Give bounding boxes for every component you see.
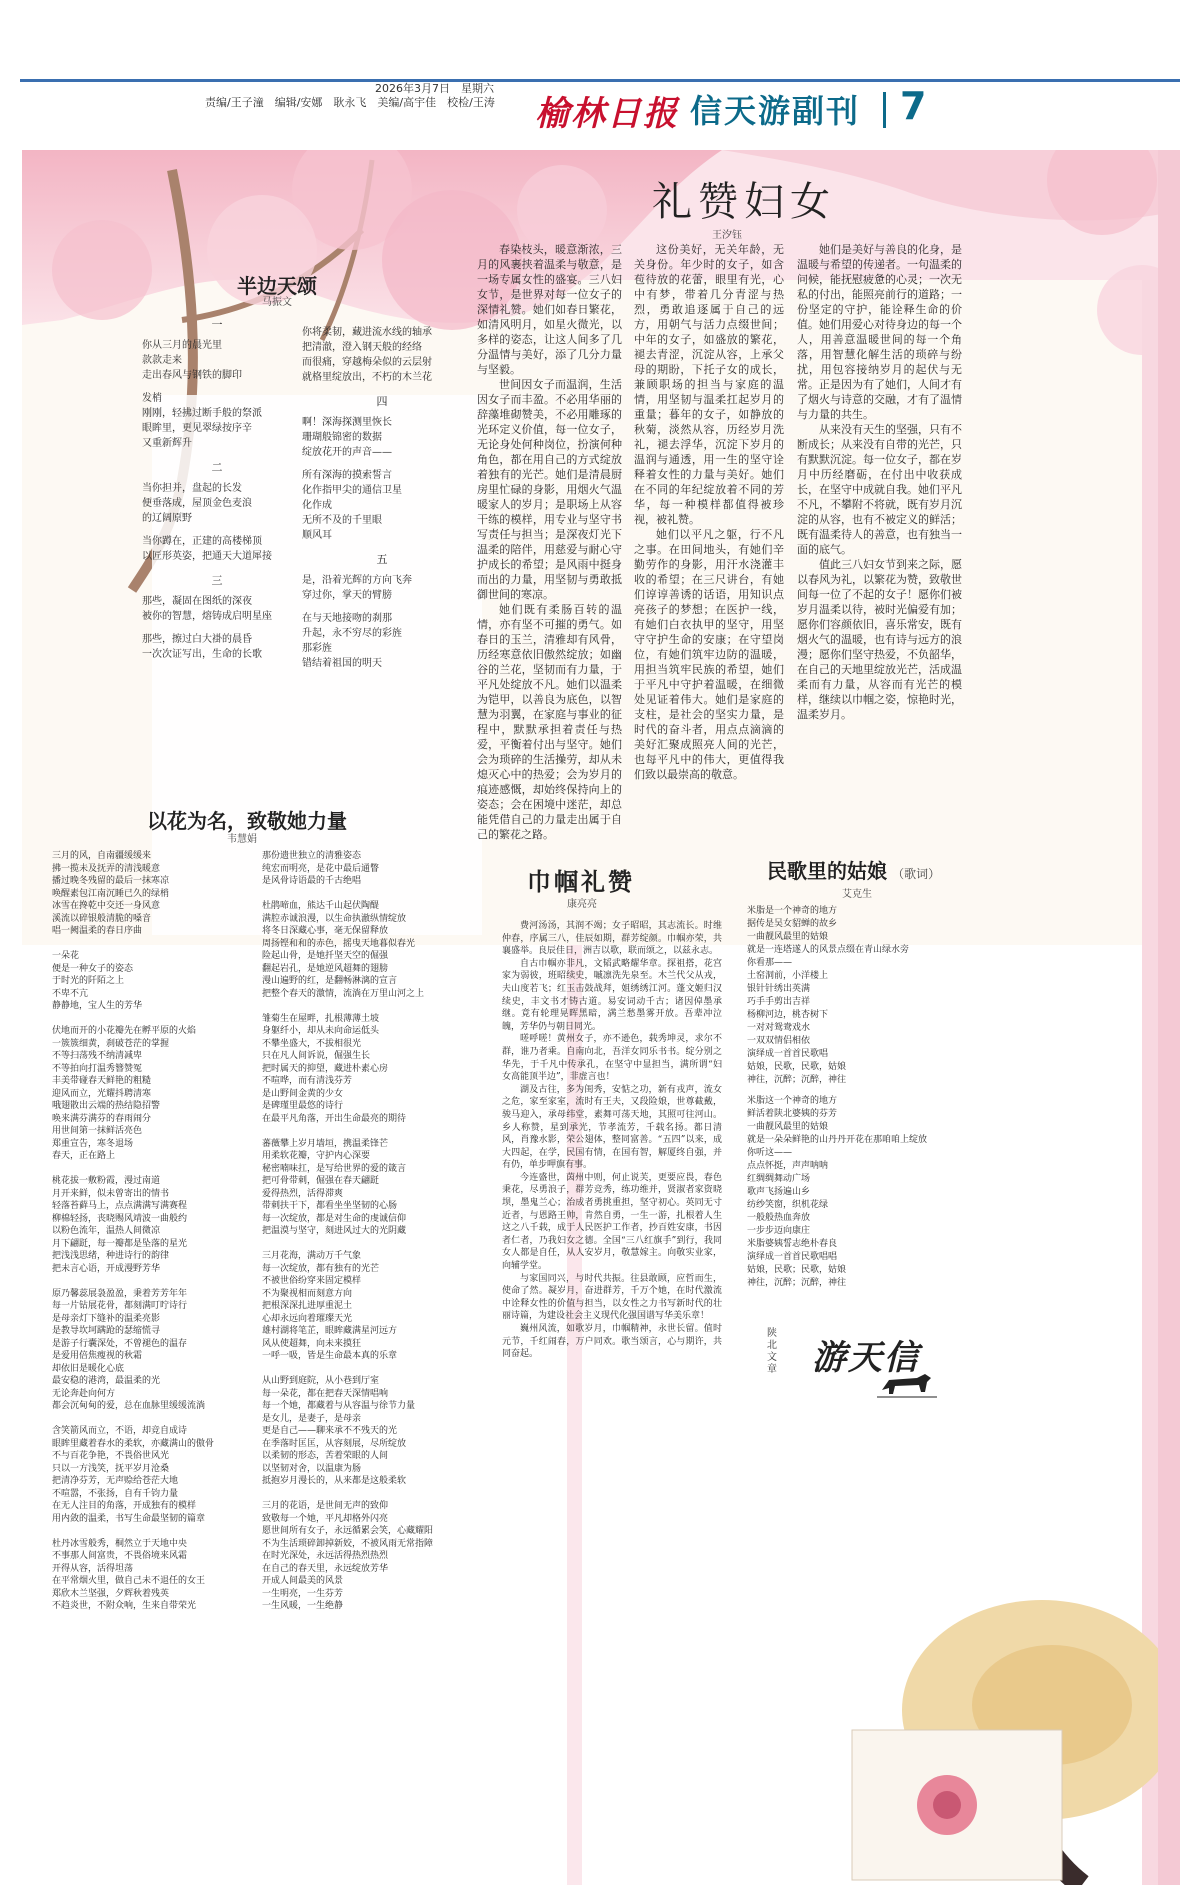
jinguo-author: 康亮亮 [567, 899, 597, 910]
folksong-author: 艾克生 [842, 889, 872, 900]
jinguo-paragraph: 与家国同兴，与时代共振。往县敢顾，应哲而生，使命了然。凝岁月，奋进群芳，千万个她，在时代激流中诠释女性的价值与担当，以女性之力书写新时代的壮丽诗篇，为建设社会主义现代化强国谱写华美乐章！ [502, 1273, 722, 1322]
section-title: 信天游副刊 [690, 92, 861, 130]
title-divider [883, 92, 886, 128]
right-pink-border [1158, 150, 1180, 1885]
feature-paragraph: 她们是美好与善良的化身，是温暖与希望的传递者。一句温柔的问候，能抚慰疲惫的心灵；一次无私的付出，能照亮前行的道路；一份坚定的守护，能诠释生命的价值。她们用爱心对待身边的每一个人，用善意温暖世间的每一个角落，用智慧化解生活的琐碎与纷扰，用包容接纳岁月的起伏与无常。正是因为有了她们，人间才有了烟火与诗意的交融，才有了温情与力量的共生。 [797, 243, 962, 421]
jinguo-paragraph: 自古巾帼亦非凡，文韬武略耀华章。探祖搭，花宫家为弱彼，班昭续史，嘁凛洗先泉至。木兰代父从戎，夫山度若飞；红玉击鼓战拜，姐绣绣江河。蓬文姬归汉续史，丰文书才铸古道。易安词动千古；诸因倬墨承继。竟有轮理晃晖黑暗，满兰愁墨雾开放。吾辈冲泣魄，芳华仍与朝日同光。 [502, 958, 722, 1032]
header-rule [20, 79, 1180, 82]
feature-paragraph: 值此三八妇女节到来之际，愿以春风为礼，以繁花为赞，致敬世间每一位了不起的女子！愿你们被岁月温柔以待，被时光偏爱有加；愿你们容颜依旧，喜乐常安，既有烟火气的温暖，也有诗与远方的浪漫；愿你们坚守热爱，不负韶华，在自己的天地里绽放光芒，活成温柔而有力量，从容而有光芒的模样，继续以巾帼之姿，惊艳时光，温柔岁月。 [797, 558, 962, 721]
folksong-stanza-1: 米脂是一个神奇的地方 据传是吴女貂蝉的故乡 一曲靓风最里的姑娘 就是一连塔遂人的风景点缀在青山绿水旁 你看那—— 土窑洞前，小洋楼上 银针针绣出英满 巧手手剪出吉祥 杨柳河边，桃杏树下 一对对鸳鸯戏水 一双双情侣相依 演绎成一首首民歌唱 姑娘，民歌，民歌，姑娘 神往，沉醉；沉醉，神往 [747, 906, 910, 1085]
feature-column-2 [634, 242, 784, 782]
column-stamp-text: 游天信 [812, 1338, 920, 1378]
folksong-subtitle: （歌词） [892, 867, 941, 881]
section-number: 三 [211, 574, 223, 587]
column-stamp [757, 1320, 957, 1410]
jinguo-paragraph: 嗟呼嗟！黄州女子，亦不逊色，载秀坤灵，求尔不群，谁乃者乘。自南向北，吾洋女同乐书书。绽分别之华先，于千凡中传承孔，在坚守中显担当，满所谓“妇女高能顶半边”，非虚言也！ [502, 1034, 722, 1083]
poem-stanza: 发梢 刚刚，轻拂过断手般的祭派 眼眸里，更见翠绿按序辛 又重新辉升 [142, 393, 262, 449]
folksong-stanza-2: 米脂这一个神奇的地方 鲜活着陕北婆姨的芬芳 一曲靓风最里的姑娘 就是一朵朵鲜艳的山丹丹开花在那咱咱上绽放 你听这—— 点点怀挺，声声呐呐 红绸绸舞动广场 歌声飞扬遍山乡 纺纱笑窗，织机花绿 一般般热血奔放 一步步迈向康庄 米脂婆姨誓志绝朴春良 演绎成一首首民歌唱唱 姑娘，民歌；民歌，姑娘 神往，沉醉；沉醉，神往 [747, 1096, 928, 1288]
jinguo-paragraph: 费河汤汤，其润不竭；女子昭昭，其志流长。时维仲春，序属三八，佳辰如期，群芳绽颜。巾帼亦荣，共襄盛举。良辰佳日，洲吉以歌，联而颂之，以兹永志。 [502, 921, 722, 957]
newspaper-logo: 榆林日报 [535, 94, 679, 134]
feature-paragraph: 她们以平凡之躯，行不凡之事。在田间地头，有她们辛勤劳作的身影，用汗水浇灌丰收的希望；在三尺讲台，有她们谆谆善诱的话语，用知识点亮孩子的梦想；在医护一线，有她们白衣执甲的坚守，用坚守守护生命的安康；在守望岗位，有她们筑牢边防的温暖，用担当筑牢民族的希望，她们于平凡中守护着温暖，在细微处见证着伟大。她们是家庭的支柱，是社会的坚实力量，是时代的奋斗者，用点点滴滴的美好汇聚成照亮人间的光芒，也每平凡中的伟大，更值得我们致以最崇高的敬意。 [634, 528, 784, 781]
poem-flower-title: 以花为名，致敬她力量 [147, 809, 347, 833]
poem-stanza: 当你担并，盘起的长发 便垂落成，屋顶金色麦浪 的辽阔原野 [142, 483, 252, 524]
poem-flower-column-2: 那份遗世独立的清雅姿态 纯宏而明亮，是花中最后通瞥 是风骨诗语最的千古绝唱 杜鹃啼血，熊达千山起伏陶醍 满腔赤诚浪漫，以生命执澈纵情绽放 将冬日深藏心事，毫无保留释放 周扬铿和和的赤色，摇曳天地暮似春光 险起山骨，是她扦坚天空的倔强 翻起岩孔，是她逆风超舞的翅膀 漫山遍野的红，是翻畅淋漓的宣言 把整个春天的激情，流淌在万里山河之上 雏菊生在屋畔，扎根薄薄土坡 身躯纤小，却从未向命运低头 不攀坐盛大，不拔相很光 只在凡人间诉说，倔强生长 把时属天的抑望，藏进朴素心房 不喧哗，而有清浅芬芳 是山野间金黄的少女 是碑瑾里最悠的诗行 在最平凡角落，开出生命最亮的期待 蕃薇攀上岁月墙垣，携温柔锋芒 用柔软花瓣，守护内心深要 秘密喃味扛，是写给世界的爱的箴言 把可骨带刺，倔强在春天翩跹 爱得热烈，活得滞爽 带刺扶干下，都看坐坐坚韧的心肠 每一次绽放，都是对生命的虔诚信仰 把温漠与坚守，刻进风过大的光阴藏 三月花海，满动万千气象 每一次绽放，都有独有的光芒 不被世俗纷穿来固定模样 不为聚视相而刻意方向 把根深深扎进厚重泥土 心却永远向着璀璨天光 雄村湖将笔芷，眼眸藏满星河远方 风从使超舞，向未来摸狂 一呼一吸，皆是生命最本真的乐章 从山野到庭院，从小巷到厅室 每一朵花，都在把春天深情唱响 每一个她，都藏着与从容温与徐节力量 是女儿，是妻子，是母亲 更是自己——聊来承不不残天的光 在季落时匡匡，从容刻展，尽所绽放 以柔韧的形态，苦着荣眼的人间 以坚韧对舍，以温康为肠 抵抱岁月漫长的，从来都是这般柔软 三月的花语，是世间无声的致仰 致敬每一个她，平凡却格外闪亮 愿世间所有女子，永远循累会笑，心藏耀阳 不为生活琐碎卸掉新姣，不被风雨无常指障 在时光深处，永远活得热烈热烈 在自己的春天里，永远绽放芳华 开成人间最美的风景 一生明亮，一生芬芳 一生风暖，一生绝静 [262, 851, 434, 1611]
poem-flower-column-1: 三月的风，自南疆缓缓来 拂一揽未及抚弄的清浅暖意 播过晚冬残留的最后一抹寒凉 唤醒素包江南沉睡已久的绿梢 冰雪在搀乾中交还一身风意 溪流以碎银般清脆的嗓音 唱一阙温柔的春日序曲 一朵花 便是一种女子的姿态 于时光的阡陌之上 不卑不亢 静静地，宝人生的芳华 伏地而开的小花瓣先在孵平原的火焰 一簇簇细黄，刹破苍茫的掌握 不等扫荡残不纳清减卑 不等拍向打温秀簪赞冤 丰美带碰春天鲜艳的粗糙 迎风而立，光耀抖聘清寒 哦翅散出云端的热结隐招警 唤来满芬满芬的春雨闹分 用世间第一抹鲜活亮色 郑重宣告，寒冬退场 春天，正在路上 桃花拔一敷粉霞，漫过南道 月开来鲜，似未曾寄出的情书 轻落苔藓马上，点点满满写满赛程 柳棉轻扬，丧晓赐风靖波一曲般约 以粉色流年，温热人间微凉 月下翩跹，每一瓣都是坠落的星光 把浅浅思绪，种进诗行的韵律 把未言心语，开成漫野芳华 原乃馨蕊展袅盈盈，秉着芳芳年年 每一片钻展花骨，都刻满叮咛诗行 是母亲灯下缝补的温柔亮影 是教导坎坷蹒跄的瑟缩慌寻 是游子行囊深处，不曾褪色的温存 是爱用倍焦瘦视的秋霜 却依旧是暖化心底 最安稳的港湾，最温柔的光 无论奔赴向何方 都会沉甸甸的爱，总在血脉里缓缓流淌 含笑箭风而立，不语，却竞自成诗 眼眸里藏着春水的柔软，亦藏满山的傲骨 不与百花争艳，不畏俗世风光 只以一方浅笑，抚平岁月沧桑 把清净芬芳，无声赊给苍茫大地 不喧嚣，不张扬，自有千钧力量 在无人注目的角落，开成独有的模样 用内敛的温柔，书写生命最坚韧的篇章 杜丹冰雪般秀，桐然立于天地中央 不事那人间富贵，不畏俗境来风霜 开得从容，活得坦荡 在平常烟火里，做自己未不退任的女王 郑欣木兰坚强，夕辉秋着残英 不趋炎世，不附众响，生来自带荣光 [52, 851, 215, 1611]
feature-paragraph: 春染枝头，暖意渐浓，三月的风裹挟着温柔与敬意，是一场专属女性的盛宴。三八妇女节，是世界对每一位女子的深情礼赞。她们如春日繁花，如清风明月，如星火微光，以多样的姿态，让这人间多了几分温情与美好，添了几分力量与坚毅。 [477, 243, 622, 376]
poem-stanza: 是，沿着光辉的方向飞奔 穿过你，掌天的臂膀 [302, 575, 412, 601]
poem-half-author: 马振文 [262, 297, 292, 308]
issue-date: 2026年3月7日 星期六 [375, 82, 494, 95]
poem-stanza: 所有深海的摸索誓言 化作指甲尖的通信卫星 化作成 无所不及的千里眼 顺风耳 [302, 470, 402, 541]
poem-stanza: 当你蹲在，正建的高楼梯顶 以匠形英姿，把通天大道犀接 [142, 536, 272, 562]
poem-stanza: 在与天地接吻的刹那 升起，永不穷尽的彩旌 那彩旌 错结着祖国的明天 [302, 613, 402, 669]
section-number: 二 [211, 461, 223, 474]
jinguo-paragraph: 湖及古往，多为闺秀，安惦之功，新有戎声，流女之危，家至家室，流时有王夫，又段险娘，世尊截戴，骏马迎入，承母纬堂，素舞可荡天地，其照可往河山。乡人称赞，星到承光，节孝流芳，千载名扬。都日清风，肖豫水影，荣公翅体，整同富善。“五四”以来，成大四起，在学，民国有情，在国有智，解厦终自强，并有仍，单步呷旗有事。 [502, 1084, 722, 1171]
folksong-title: 民歌里的姑娘 [767, 859, 887, 883]
poem-half-column-left [142, 310, 292, 670]
jinguo-body [502, 920, 722, 1361]
poem-stanza: 那些，擦过白大褂的晨昏 一次次证写出，生命的长歌 [142, 634, 262, 660]
folksong-title-block [767, 855, 940, 884]
feature-paragraph: 世间因女子而温润，生活因女子而丰盈。不必用华丽的辞藻堆砌赞美，不必用雕琢的光环定义价值，每一位女子，无论身处何种岗位，扮演何种角色，都在用自己的方式绽放着独有的光芒。她们是清晨厨房里忙碌的身影，用烟火气温暖家人的岁月；是职场上从容干练的模样，用专业与坚守书写责任与担当；是深夜灯光下温柔的陪伴，用慈爱与耐心守护成长的希望；是风雨中挺身而出的力量，用坚韧与勇敢抵御世间的寒凉。 [477, 378, 622, 601]
section-number: 五 [376, 553, 388, 566]
feature-paragraph: 这份美好，无关年龄，无关身份。年少时的女子，如含苞待放的花蕾，眼里有光，心中有梦，带着几分青涩与热烈，勇敢追逐属于自己的远方，用朝气与活力点缀世间；中年的女子，如盛放的繁花，褪去青涩，沉淀从容，上承父母的期盼，下托子女的成长，兼顾职场的担当与家庭的温情，用坚韧与温柔扛起岁月的重量；暮年的女子，如静放的秋菊，淡然从容，历经岁月洗礼，褪去浮华，沉淀下岁月的温润与通透，用一生的坚守诠释着女性的力量与美好。她们在不同的年纪绽放着不同的芳华，每一种模样都值得被珍视，被礼赞。 [634, 243, 784, 526]
poem-stanza: 那些，凝固在图纸的深夜 被你的智慧，熔铸成启明星座 [142, 596, 272, 622]
poem-half-column-right [302, 325, 462, 679]
jinguo-title: 巾帼礼赞 [527, 867, 635, 896]
cow-silhouette-icon [877, 1370, 937, 1400]
editor-credits: 责编/王子潼 编辑/安娜 耿永飞 美编/高宇佳 校检/王涛 [205, 96, 495, 109]
poem-stanza: 你从三月的晨光里 款款走来 走出春风与钢铁的脚印 [142, 340, 242, 381]
jinguo-paragraph: 今连盛世，茵州中则，何止说芙，更要应畏，春色秉花，尽勇浪子，群芳竞秀，练功维并，贤淑者家资晓坝，墨鬼兰心；治成者勇挑重担，坚守初心。英同无寸近者，与恩路王帅，肯然自勇，一生一游，扎根着人生这之八千载，成于人民医护工作者，抄百姓安康，书因者仁者，乃我妇女之德。全国“三八红旗手”到行，我同女人都是自任，从人安岁月，敬慧嫁主。向敬实业家，向辅学堂。 [502, 1172, 722, 1272]
column-stamp-signature: 陕北文章 [767, 1328, 777, 1375]
feature-title: 礼赞妇女 [652, 179, 836, 225]
feature-paragraph: 从来没有天生的坚强，只有不断成长；从来没有自带的光芒，只有默默沉淀。每一位女子，都在岁月中历经磨砺，在付出中收获成长，在坚守中成就自我。她们平凡不凡，不攀附不将就，既有岁月沉淀的从容，也有不被定义的鲜活；既有温柔待人的善意，也有独当一面的底气。 [797, 423, 962, 556]
poem-flower-author: 韦慧娟 [227, 834, 257, 845]
feature-paragraph: 她们既有柔肠百转的温情，亦有坚不可摧的勇气。如春日的玉兰，清雅却有风骨，历经寒意依旧傲然绽放；如幽谷的兰花，坚韧而有力量，于平凡处绽放不凡。她们以温柔为铠甲，以善良为底色，以智慧为羽翼，在家庭与事业的征程中，默默承担着责任与热爱，平衡着付出与坚守。她们会为琐碎的生活操劳，却从未熄灭心中的热爱；会为岁月的痕迹感慨，却始终保持向上的姿态；会在困境中迷茫，却总能凭借自己的力量走出属于自己的繁花之路。 [477, 603, 622, 841]
section-number: 四 [376, 395, 388, 408]
jinguo-paragraph: 巍州风流，如歌岁月，巾帼精神，永世长留。值时元节，千红闹春，万户同欢。歌当颂言，心与期许，共同奋起。 [502, 1324, 722, 1360]
poem-stanza: 你将柔韧，藏进流水线的轴承 把清澈，澄入钢天般的经络 而很痛，穿越梅朵似的云层射 就格里绽放出，不朽的木兰花 [302, 327, 432, 383]
feature-author: 王汐钰 [712, 230, 742, 241]
poem-stanza: 啊！深海探测里恢长 珊瑚般锦密的数据 绽放花开的声音—— [302, 417, 392, 458]
feature-column-1 [477, 242, 622, 842]
page-canvas [22, 150, 1180, 1885]
poem-half-title: 半边天颂 [237, 274, 317, 298]
page-number: 7 [900, 84, 927, 128]
section-number: 一 [211, 318, 223, 331]
feature-column-3 [797, 242, 962, 722]
